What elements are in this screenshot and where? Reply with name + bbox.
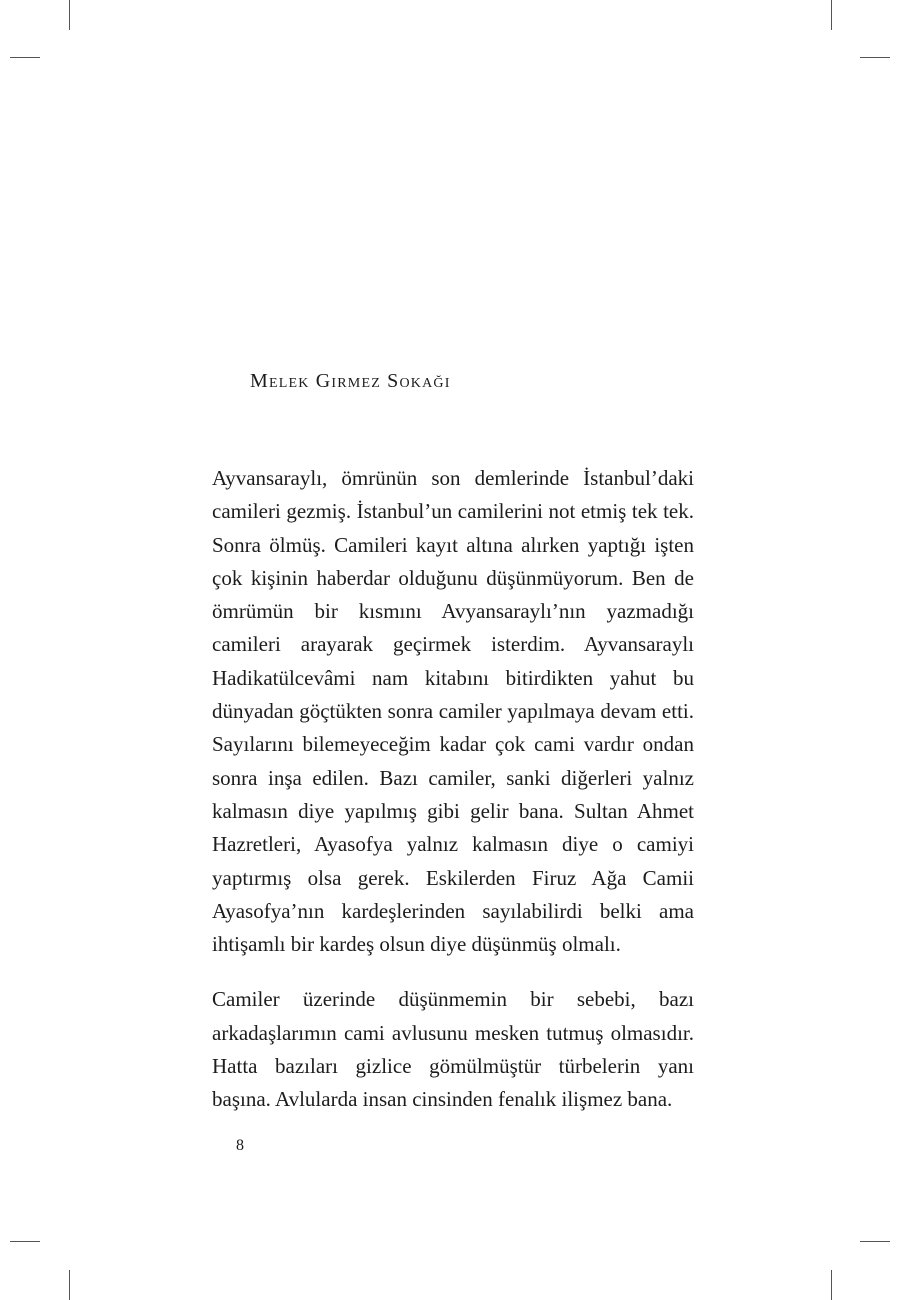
- crop-mark-left-bottom: [10, 1241, 40, 1242]
- crop-mark-bottom-right: [831, 1270, 832, 1300]
- crop-mark-right-top: [860, 57, 890, 58]
- chapter-title: Melek Girmez Sokağı: [250, 370, 451, 392]
- page-number: 8: [236, 1137, 244, 1154]
- crop-mark-bottom-left: [69, 1270, 70, 1300]
- paragraph: Camiler üzerinde düşünmemin bir sebebi, bazı arkadaşlarımın cami avlusunu mesken tutmuş olmasıdır. Hatta bazıları gizlice gömülmüştür türbelerin yanı başına. Avlularda insan cinsinden fenalık ilişmez bana.: [212, 987, 694, 1112]
- body-text: [212, 462, 694, 1117]
- crop-mark-top-left: [69, 0, 70, 30]
- crop-mark-right-bottom: [860, 1241, 890, 1242]
- paragraph: Ayvansaraylı, ömrünün son demlerinde İstanbul’daki camileri gezmiş. İstanbul’un camilerini not etmiş tek tek. Sonra ölmüş. Camileri kayıt altına alırken yaptığı işten çok kişinin haberdar olduğunu düşünmüyorum. Ben de ömrümün bir kısmını Avyansaraylı’nın yazmadığı camileri arayarak geçirmek isterdim. Ayvansaraylı Hadikatülcevâmi nam kitabını bitirdikten yahut bu dünyadan göçtükten sonra camiler yapılmaya devam etti. Sayılarını bilemeyeceğim kadar çok cami vardır ondan sonra inşa edilen. Bazı camiler, sanki diğerleri yalnız kalmasın diye yapılmış gibi gelir bana. Sultan Ahmet Hazretleri, Ayasofya yalnız kalmasın diye o camiyi yaptırmış olsa gerek. Eskilerden Firuz Ağa Camii Ayasofya’nın kardeşlerinden sayılabilirdi belki ama ihtişamlı bir kardeş olsun diye düşünmüş olmalı.: [212, 466, 694, 957]
- crop-mark-left-top: [10, 57, 40, 58]
- crop-mark-top-right: [831, 0, 832, 30]
